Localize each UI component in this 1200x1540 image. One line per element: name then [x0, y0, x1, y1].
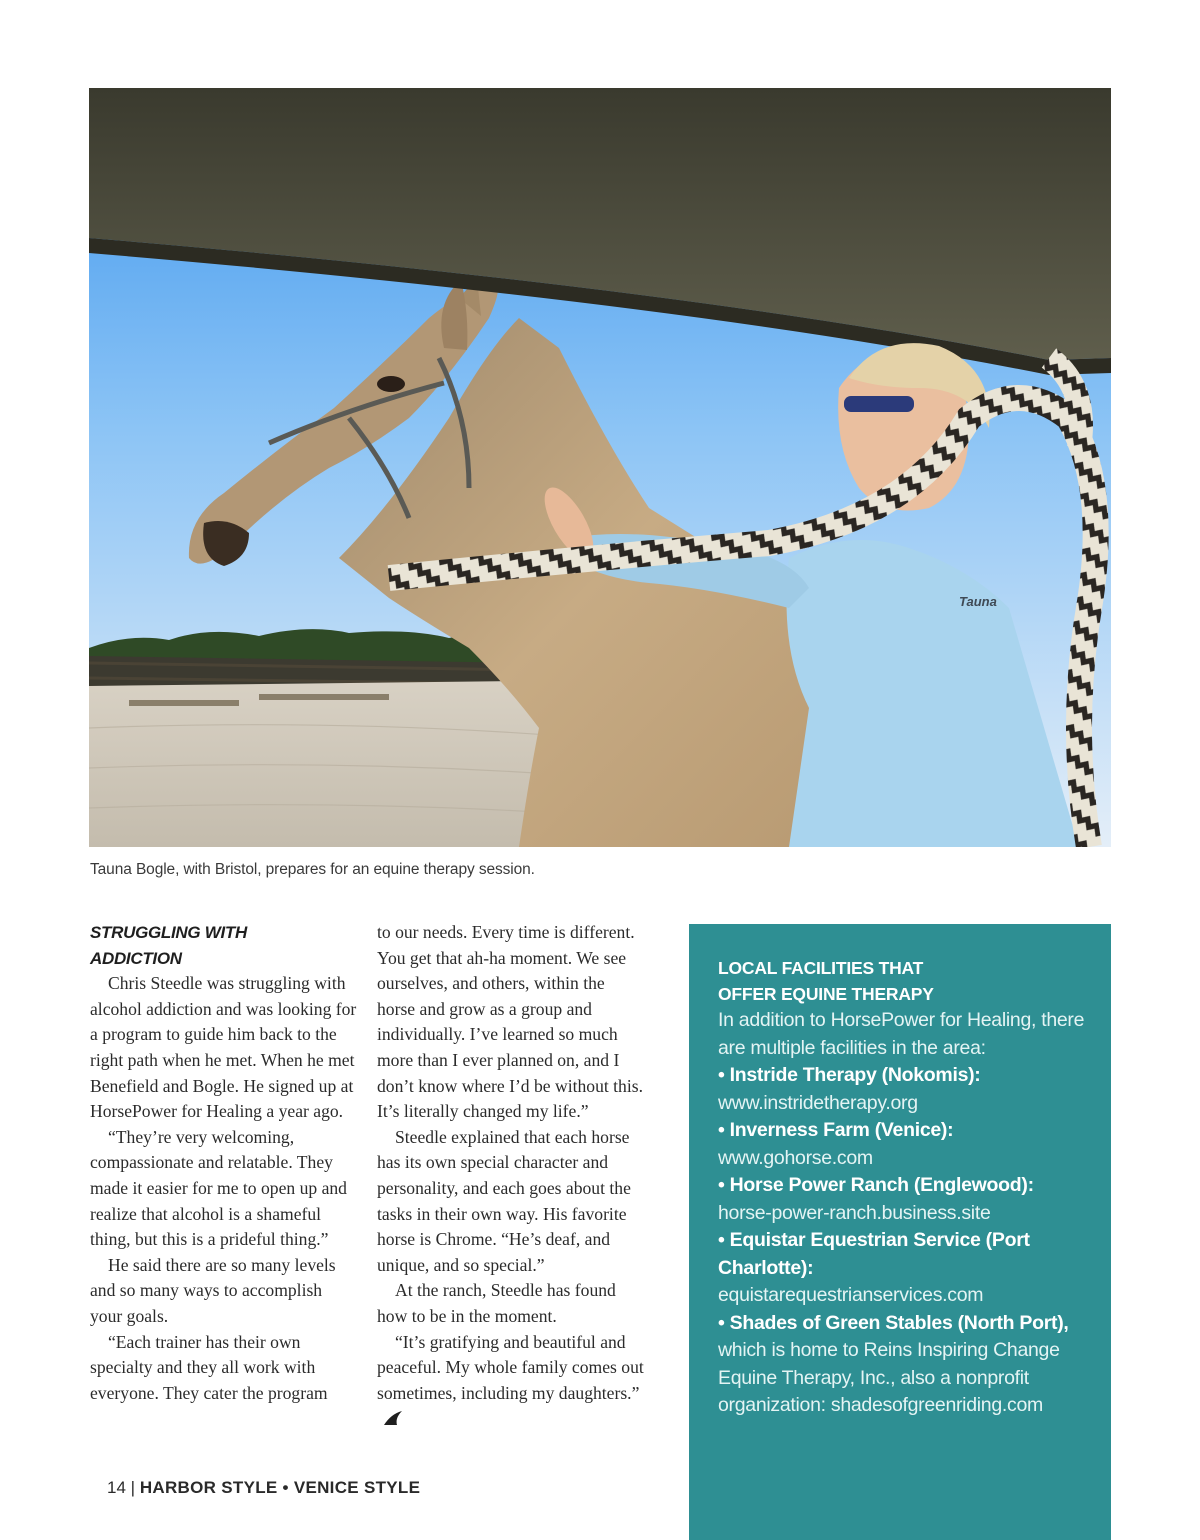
paragraph: Chris Steedle was struggling with alcohol addiction and was looking for a program to guide him back to the right path when he met. When he met Benefield and Bogle. He signed up at HorsePower for Healing a year ago.: [90, 973, 357, 1122]
photo-caption: Tauna Bogle, with Bristol, prepares for an equine therapy session.: [90, 861, 535, 878]
page-number: 14: [107, 1478, 126, 1497]
sidebar-heading: [718, 956, 1098, 1007]
facility-name: • Horse Power Ranch (Englewood):: [718, 1174, 1034, 1196]
facility-name: • Equistar Equestrian Service (Port Charlotte):: [718, 1229, 1030, 1279]
facility-description: which is home to Reins Inspiring Change Equine Therapy, Inc., also a nonprofit organization: shadesofgreenriding.com: [718, 1339, 1060, 1416]
article-column-2: [377, 920, 645, 1432]
sidebar-intro: In addition to HorsePower for Healing, there are multiple facilities in the area:: [718, 1009, 1085, 1059]
paragraph: He said there are so many levels and so many ways to accomplish your goals.: [90, 1254, 336, 1326]
paragraph: Steedle explained that each horse has its own special character and personality, and each goes about the tasks in their own way. His favorite horse is Chrome. “He’s deaf, and unique, and so special.”: [377, 1126, 631, 1275]
facility-name: • Inverness Farm (Venice):: [718, 1119, 954, 1141]
facility-website[interactable]: equistarequestrianservices.com: [718, 1284, 984, 1306]
paragraph: “Each trainer has their own specialty and they all work with everyone. They cater the program: [90, 1331, 328, 1403]
facility-website[interactable]: www.instridetherapy.org: [718, 1091, 918, 1114]
subhead-line-1: STRUGGLING WITH: [90, 923, 247, 942]
feature-photo: [89, 88, 1111, 847]
subhead-line-2: ADDICTION: [90, 948, 182, 968]
facility-website[interactable]: www.gohorse.com: [718, 1146, 873, 1169]
paragraph: At the ranch, Steedle has found how to be in the moment.: [377, 1280, 616, 1326]
facility-name: • Shades of Green Stables (North Port),: [718, 1311, 1069, 1334]
photo-horse-and-woman: [89, 88, 1111, 847]
facility-item: [718, 1310, 1098, 1420]
paragraph-last: [377, 1330, 645, 1432]
fin-end-mark-icon: [383, 1410, 403, 1426]
paragraph-text: “It’s gratifying and beautiful and peaceful. My whole family comes out sometimes, including my daughters.”: [377, 1331, 644, 1403]
facility-item: [718, 1117, 1098, 1172]
sidebar-heading-line-2: OFFER EQUINE THERAPY: [718, 983, 934, 1004]
page-footer: [107, 1478, 420, 1498]
facility-item: [718, 1062, 1098, 1117]
section-subhead: [90, 920, 358, 971]
facility-item: [718, 1172, 1098, 1227]
facility-name: • Instride Therapy (Nokomis):: [718, 1064, 981, 1086]
facility-item: [718, 1227, 1098, 1310]
footer-separator: |: [130, 1478, 136, 1497]
article-column-1: [90, 920, 358, 1406]
sidebar-content: [718, 956, 1098, 1420]
paragraph: “They’re very welcoming, compassionate and relatable. They made it easier for me to open up and realize that alcohol is a shameful thing, but this is a prideful thing.”: [90, 1126, 347, 1250]
publication-name: HARBOR STYLE • VENICE STYLE: [139, 1478, 421, 1497]
facility-website[interactable]: horse-power-ranch.business.site: [718, 1201, 991, 1224]
facilities-sidebar: [689, 924, 1111, 1540]
sidebar-heading-line-1: LOCAL FACILITIES THAT: [718, 958, 924, 978]
paragraph: to our needs. Every time is different. You get that ah-ha moment. We see ourselves, and others, within the horse and grow as a group and individually. I’ve learned so much more than I ever planned on, and I don’t know where I’d be without this. It’s literally changed my life.”: [377, 922, 643, 1122]
svg-text:Tauna: Tauna: [959, 594, 997, 609]
